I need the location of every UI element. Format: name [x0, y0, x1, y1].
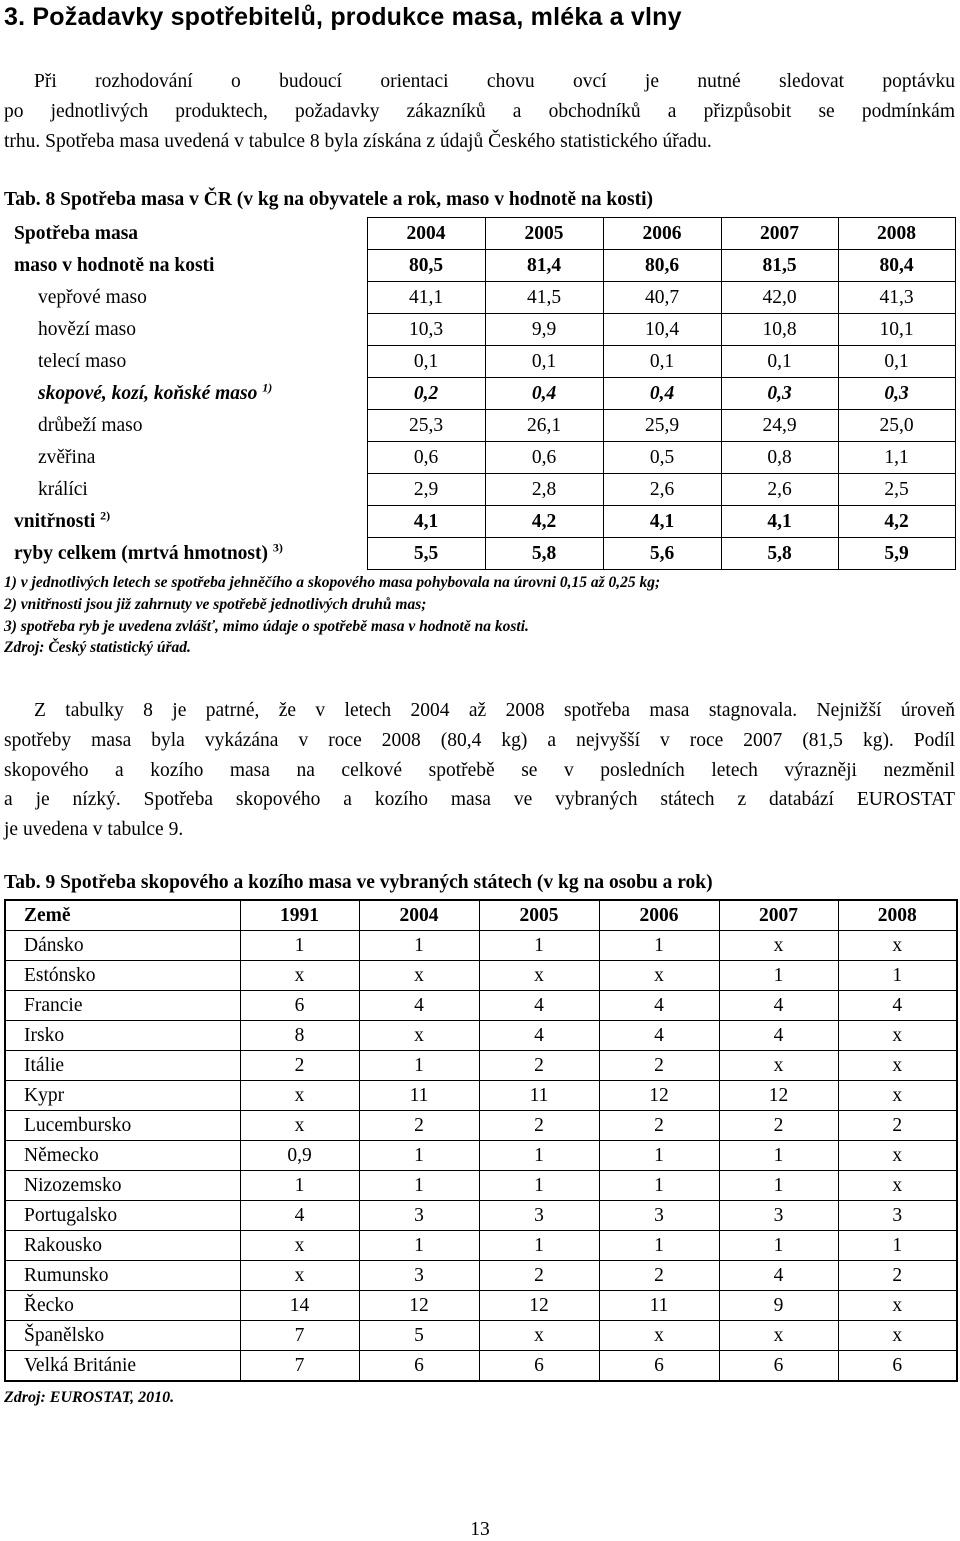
table-cell: 26,1 — [485, 410, 603, 442]
table-cell: 7 — [240, 1351, 359, 1382]
table-cell: 80,6 — [603, 250, 721, 282]
footnote: 3) spotřeba ryb je uvedena zvlášť, mimo údaje o spotřebě masa v hodnotě na kosti. — [4, 617, 529, 635]
country-cell: Portugalsko — [5, 1201, 240, 1231]
table-cell: 1 — [479, 931, 599, 961]
table-cell: 11 — [479, 1081, 599, 1111]
table-cell: 0,2 — [367, 378, 485, 410]
table-cell: 1 — [359, 1051, 479, 1081]
table-cell: 1 — [719, 1171, 838, 1201]
intro-line: trhu. Spotřeba masa uvedená v tabulce 8 byla získána z údajů Českého statistického úřadu. — [4, 130, 712, 152]
country-cell: Řecko — [5, 1291, 240, 1321]
row-label-text: vnitřnosti — [14, 510, 96, 532]
table-row — [5, 991, 957, 1021]
table-cell: 2 — [240, 1051, 359, 1081]
sheep-goat-consumption-table — [4, 899, 958, 1382]
table-cell: 9,9 — [485, 314, 603, 346]
footnote: 2) vnitřnosti jsou již zahrnuty ve spotřebě jednotlivých druhů mas; — [4, 595, 427, 613]
table-cell: 1 — [719, 961, 838, 991]
country-cell: Irsko — [5, 1021, 240, 1051]
table-cell: 3 — [359, 1201, 479, 1231]
table-cell: x — [240, 961, 359, 991]
table-cell: 4 — [240, 1201, 359, 1231]
table-cell: x — [838, 1321, 957, 1351]
table-cell: 2 — [719, 1111, 838, 1141]
table-cell: 1 — [240, 1171, 359, 1201]
table-cell: 6 — [838, 1351, 957, 1382]
table-cell: x — [479, 1321, 599, 1351]
footnote-marker: 3) — [272, 540, 283, 554]
table-cell: x — [838, 1171, 957, 1201]
paragraph-line: a je nízký. Spotřeba skopového a kozího masa ve vybraných státech z databází EUROSTAT — [4, 789, 955, 811]
table-cell: 2 — [838, 1261, 957, 1291]
table-cell: x — [599, 1321, 719, 1351]
country-cell: Estónsko — [5, 961, 240, 991]
table-row — [5, 1141, 957, 1171]
year-header: 2005 — [485, 218, 603, 250]
country-cell: Kypr — [5, 1081, 240, 1111]
table-cell: 12 — [479, 1291, 599, 1321]
page-number: 13 — [470, 1519, 490, 1540]
table-row — [5, 1351, 957, 1382]
table-cell: 5,5 — [367, 538, 485, 570]
table-cell: 2 — [599, 1261, 719, 1291]
table-cell: x — [479, 961, 599, 991]
table-cell: 41,5 — [485, 282, 603, 314]
table-cell: 4 — [479, 991, 599, 1021]
table-cell: 4,1 — [721, 506, 838, 538]
row-label: zvěřina — [38, 446, 96, 468]
table-cell: 2 — [479, 1051, 599, 1081]
table-cell: x — [240, 1081, 359, 1111]
country-cell: Itálie — [5, 1051, 240, 1081]
table-cell: 1 — [359, 1231, 479, 1261]
table-cell: 10,4 — [603, 314, 721, 346]
table-cell: 0,1 — [838, 346, 955, 378]
table-cell: 2 — [838, 1111, 957, 1141]
column-header: 2008 — [838, 900, 957, 931]
table-cell: 0,3 — [721, 378, 838, 410]
footnote-marker: 2) — [100, 508, 111, 522]
country-cell: Lucembursko — [5, 1111, 240, 1141]
table-cell: 8 — [240, 1021, 359, 1051]
country-cell: Nizozemsko — [5, 1171, 240, 1201]
year-header: 2006 — [603, 218, 721, 250]
table-cell: 4,2 — [838, 506, 955, 538]
paragraph-line: spotřeby masa byla vykázána v roce 2008 (80,4 kg) a nejvyšší v roce 2007 (81,5 kg). Podíl — [4, 729, 955, 751]
table-cell: 1 — [719, 1231, 838, 1261]
header-label: Spotřeba masa — [14, 222, 139, 244]
year-header: 2007 — [721, 218, 838, 250]
row-label: maso v hodnotě na kosti — [14, 254, 215, 276]
table-cell: 4 — [719, 1261, 838, 1291]
table-row — [4, 474, 955, 506]
table-row — [5, 931, 957, 961]
table-cell: 1 — [599, 1141, 719, 1171]
table-cell: 2,6 — [721, 474, 838, 506]
table8-caption: Tab. 8 Spotřeba masa v ČR (v kg na obyvatele a rok, maso v hodnotě na kosti) — [4, 189, 653, 210]
table-cell: 4 — [838, 991, 957, 1021]
table9-caption: Tab. 9 Spotřeba skopového a kozího masa ve vybraných státech (v kg na osobu a rok) — [4, 872, 713, 893]
country-cell: Dánsko — [5, 931, 240, 961]
table-cell: 1 — [599, 931, 719, 961]
table-cell: x — [838, 1051, 957, 1081]
table-header-row — [5, 900, 957, 931]
table-cell: 25,3 — [367, 410, 485, 442]
table-cell: 25,0 — [838, 410, 955, 442]
country-cell: Španělsko — [5, 1321, 240, 1351]
table-cell: 12 — [599, 1081, 719, 1111]
table-cell: 2 — [479, 1111, 599, 1141]
row-label: telecí maso — [38, 350, 127, 372]
paragraph-line: je uvedena v tabulce 9. — [4, 819, 184, 841]
country-cell: Rumunsko — [5, 1261, 240, 1291]
table-cell: 80,5 — [367, 250, 485, 282]
table-cell: 42,0 — [721, 282, 838, 314]
table-cell: 2,6 — [603, 474, 721, 506]
table-cell: 6 — [359, 1351, 479, 1382]
country-cell: Rakousko — [5, 1231, 240, 1261]
table-cell: 41,3 — [838, 282, 955, 314]
table-row — [4, 410, 955, 442]
table-row — [5, 1261, 957, 1291]
table-cell: 80,4 — [838, 250, 955, 282]
table-row — [4, 378, 955, 410]
table-row — [4, 314, 955, 346]
table-row — [5, 1231, 957, 1261]
column-header: 2007 — [719, 900, 838, 931]
table-cell: 0,9 — [240, 1141, 359, 1171]
table-cell: 5 — [359, 1321, 479, 1351]
table-row — [4, 538, 955, 570]
table-cell: 4 — [599, 991, 719, 1021]
table-cell: 4 — [479, 1021, 599, 1051]
table-cell: 4 — [359, 991, 479, 1021]
table-cell: 41,1 — [367, 282, 485, 314]
paragraph-line: Z tabulky 8 je patrné, že v letech 2004 až 2008 spotřeba masa stagnovala. Nejnižší úroveň — [34, 700, 955, 721]
table-cell: 12 — [359, 1291, 479, 1321]
table-cell: x — [359, 961, 479, 991]
table-cell: 0,4 — [603, 378, 721, 410]
table-cell: 7 — [240, 1321, 359, 1351]
table-cell: 10,3 — [367, 314, 485, 346]
table-cell: x — [599, 961, 719, 991]
table-cell: 1 — [599, 1231, 719, 1261]
table-cell: x — [838, 1291, 957, 1321]
table-cell: 0,4 — [485, 378, 603, 410]
row-label: vepřové maso — [38, 286, 147, 308]
column-header: 1991 — [240, 900, 359, 931]
chapter-heading: 3. Požadavky spotřebitelů, produkce masa, mléka a vlny — [4, 3, 682, 31]
table-row — [5, 1291, 957, 1321]
table-cell: 4 — [599, 1021, 719, 1051]
table-cell: 81,5 — [721, 250, 838, 282]
table-cell: x — [719, 931, 838, 961]
table-cell: 3 — [359, 1261, 479, 1291]
table-row — [5, 961, 957, 991]
table-cell: x — [719, 1321, 838, 1351]
table-cell: 5,6 — [603, 538, 721, 570]
table-cell: 3 — [719, 1201, 838, 1231]
table-cell: 0,5 — [603, 442, 721, 474]
table-cell: 1 — [479, 1171, 599, 1201]
column-header: 2004 — [359, 900, 479, 931]
table-row — [5, 1021, 957, 1051]
row-label-text: ryby celkem (mrtvá hmotnost) — [14, 542, 268, 564]
table-cell: 25,9 — [603, 410, 721, 442]
table-cell: 4 — [719, 991, 838, 1021]
column-header: Země — [5, 900, 240, 931]
table-cell: 2 — [599, 1051, 719, 1081]
table8-source: Zdroj: Český statistický úřad. — [4, 639, 191, 657]
table-cell: 4 — [719, 1021, 838, 1051]
table-cell: 10,8 — [721, 314, 838, 346]
table-cell: 1 — [359, 1171, 479, 1201]
table-cell: 14 — [240, 1291, 359, 1321]
table-cell: 1 — [240, 931, 359, 961]
table-cell: 1 — [838, 1231, 957, 1261]
table-cell: 1 — [359, 1141, 479, 1171]
table-cell: 0,3 — [838, 378, 955, 410]
table-cell: 3 — [479, 1201, 599, 1231]
intro-paragraph — [4, 67, 955, 156]
table-cell: 4,2 — [485, 506, 603, 538]
table-cell: 0,1 — [367, 346, 485, 378]
table-cell: x — [240, 1261, 359, 1291]
table-cell: 2,5 — [838, 474, 955, 506]
row-label-text: skopové, kozí, koňské maso — [38, 382, 258, 404]
table-row — [4, 282, 955, 314]
year-header: 2004 — [367, 218, 485, 250]
meat-consumption-table — [4, 217, 956, 570]
footnote: 1) v jednotlivých letech se spotřeba jehněčího a skopového masa pohybovala na úrovni 0,15 až 0,25 kg; — [4, 574, 661, 591]
table-cell: 0,1 — [485, 346, 603, 378]
table-cell: 5,9 — [838, 538, 955, 570]
table-cell: 0,1 — [721, 346, 838, 378]
table-cell: 0,8 — [721, 442, 838, 474]
table-cell: 0,6 — [367, 442, 485, 474]
intro-line: Při rozhodování o budoucí orientaci chovu ovcí je nutné sledovat poptávku — [34, 71, 955, 92]
table-cell: 1 — [719, 1141, 838, 1171]
table-cell: 1 — [479, 1141, 599, 1171]
row-label — [4, 506, 367, 538]
table-cell: 1,1 — [838, 442, 955, 474]
table-cell: 12 — [719, 1081, 838, 1111]
column-header: 2005 — [479, 900, 599, 931]
table-cell: x — [838, 931, 957, 961]
table-row — [5, 1201, 957, 1231]
table-cell: 6 — [240, 991, 359, 1021]
table-cell: 81,4 — [485, 250, 603, 282]
table-cell: 11 — [359, 1081, 479, 1111]
table-header-row — [4, 218, 955, 250]
table-row — [4, 506, 955, 538]
table-cell: 10,1 — [838, 314, 955, 346]
table-row — [4, 346, 955, 378]
table-cell: 2 — [359, 1111, 479, 1141]
table-row — [5, 1171, 957, 1201]
table-cell: 0,6 — [485, 442, 603, 474]
row-label: králíci — [38, 478, 88, 500]
table-cell: x — [838, 1081, 957, 1111]
row-label — [4, 378, 367, 410]
table-cell: 4,1 — [367, 506, 485, 538]
table-cell: x — [240, 1111, 359, 1141]
table-cell: 6 — [599, 1351, 719, 1382]
table-cell: 1 — [838, 961, 957, 991]
table-cell: 6 — [719, 1351, 838, 1382]
row-label: drůbeží maso — [38, 414, 143, 436]
country-cell: Francie — [5, 991, 240, 1021]
table-cell: x — [359, 1021, 479, 1051]
analysis-paragraph — [4, 696, 955, 845]
row-label: hovězí maso — [38, 318, 137, 340]
footnote-marker: 1) — [262, 380, 273, 394]
table-row — [4, 442, 955, 474]
table-cell: x — [240, 1231, 359, 1261]
table-cell: 2,8 — [485, 474, 603, 506]
table8-footnotes — [4, 572, 660, 659]
table-cell: 40,7 — [603, 282, 721, 314]
table-row — [5, 1051, 957, 1081]
table-cell: 3 — [838, 1201, 957, 1231]
country-cell: Velká Británie — [5, 1351, 240, 1382]
table-cell: 4,1 — [603, 506, 721, 538]
table-cell: 9 — [719, 1291, 838, 1321]
table-row — [4, 250, 955, 282]
table-row — [5, 1111, 957, 1141]
table-cell: 24,9 — [721, 410, 838, 442]
table9-source: Zdroj: EUROSTAT, 2010. — [4, 1389, 175, 1406]
table-cell: 6 — [479, 1351, 599, 1382]
table-cell: 5,8 — [721, 538, 838, 570]
table-cell: 3 — [599, 1201, 719, 1231]
table-row — [5, 1081, 957, 1111]
paragraph-line: skopového a kozího masa na celkové spotřebě se v posledních letech výrazněji nezměnil — [4, 759, 955, 781]
table-cell: 2 — [599, 1111, 719, 1141]
table-cell: 2 — [479, 1261, 599, 1291]
country-cell: Německo — [5, 1141, 240, 1171]
table-cell: 0,1 — [603, 346, 721, 378]
column-header: 2006 — [599, 900, 719, 931]
table-cell: 5,8 — [485, 538, 603, 570]
table-cell: x — [838, 1141, 957, 1171]
table-cell: 2,9 — [367, 474, 485, 506]
table-cell: x — [719, 1051, 838, 1081]
table-row — [5, 1321, 957, 1351]
row-label — [4, 538, 367, 570]
intro-line: po jednotlivých produktech, požadavky zákazníků a obchodníků a přizpůsobit se podmínkám — [4, 100, 955, 122]
table-cell: 1 — [599, 1171, 719, 1201]
table-cell: 11 — [599, 1291, 719, 1321]
table-cell: 1 — [479, 1231, 599, 1261]
table-cell: x — [838, 1021, 957, 1051]
year-header: 2008 — [838, 218, 955, 250]
table-cell: 1 — [359, 931, 479, 961]
